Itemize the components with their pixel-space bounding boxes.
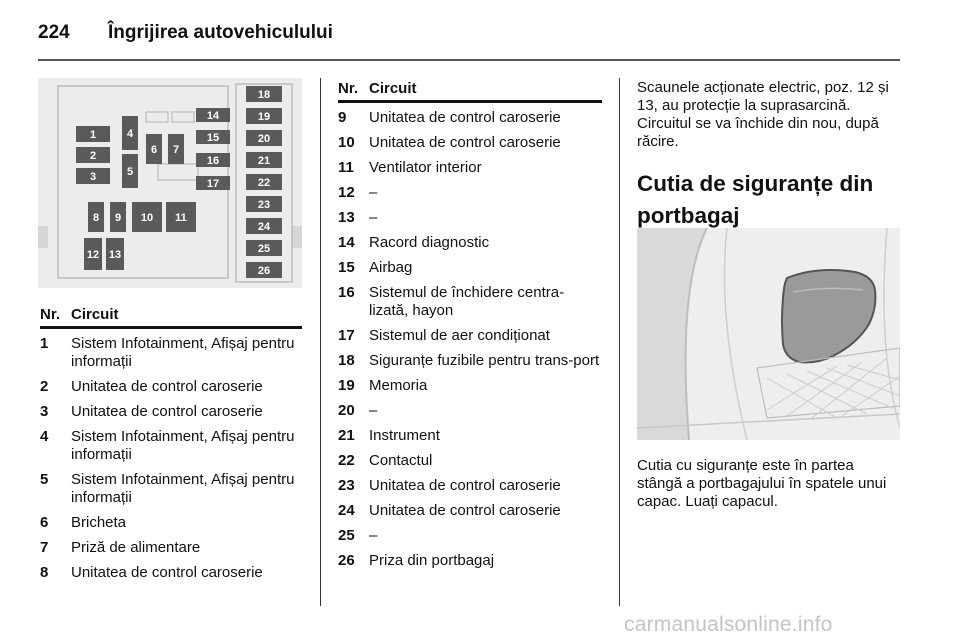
row-text: – <box>369 402 378 419</box>
header-circuit: Circuit <box>71 306 119 323</box>
table-row <box>338 477 602 495</box>
trunk-fuse-box-illustration <box>637 228 900 440</box>
row-nr: 12 <box>338 184 355 201</box>
row-text: Priză de alimentare <box>71 539 201 556</box>
column-divider-1 <box>320 78 321 606</box>
table-row <box>338 234 602 252</box>
fuse-9 <box>110 202 126 232</box>
row-nr: 4 <box>40 428 49 445</box>
table-row <box>338 427 602 445</box>
fuse-label: 11 <box>175 212 187 224</box>
fuse-box-diagram <box>38 78 302 288</box>
fuse-label: 24 <box>257 221 271 233</box>
table-row <box>338 327 602 345</box>
row-text: Sistem Infotainment, Afișaj pentru informații <box>71 335 295 370</box>
fuse-20 <box>246 130 282 146</box>
fuse-26 <box>246 262 282 278</box>
table-row <box>338 159 602 177</box>
page-title: Îngrijirea autovehiculului <box>108 22 333 43</box>
row-nr: 1 <box>40 335 49 352</box>
mount-tab-left <box>38 226 48 248</box>
body-paragraph: Cutia cu siguranțe este în partea stângă a portbagajului în spatele unui capac. Luați capacul. <box>637 457 887 510</box>
table-row <box>40 539 302 557</box>
row-text: Priza din portbagaj <box>369 552 495 569</box>
fuse-25 <box>246 240 282 256</box>
row-text: Unitatea de control caroserie <box>71 564 263 581</box>
fuse-22 <box>246 174 282 190</box>
fuse-label: 12 <box>86 249 100 261</box>
fuse-8 <box>88 202 104 232</box>
row-nr: 16 <box>338 284 355 301</box>
fuse-label: 21 <box>257 155 271 167</box>
fuse-19 <box>246 108 282 124</box>
fuse-label: 17 <box>206 178 220 190</box>
row-nr: 20 <box>338 402 355 419</box>
fuse-label: 10 <box>140 212 154 224</box>
fuse-11 <box>166 202 196 232</box>
row-nr: 8 <box>40 564 49 581</box>
row-text: Sistemul de aer condiționat <box>369 327 550 344</box>
intro-paragraph: Scaunele acționate electric, poz. 12 și 13, au protecție la suprasarcină. Circuitul se va închide din nou, după răcire. <box>637 79 889 150</box>
fuse-label: 15 <box>206 132 220 144</box>
row-nr: 15 <box>338 259 355 276</box>
table-row <box>338 284 602 320</box>
header-circuit: Circuit <box>369 80 417 97</box>
row-nr: 2 <box>40 378 49 395</box>
row-nr: 13 <box>338 209 355 226</box>
fuse-label: 23 <box>257 199 271 211</box>
fuse-label: 7 <box>172 144 180 156</box>
header-rule <box>38 59 900 61</box>
fuse-label: 2 <box>89 150 97 162</box>
fuse-1 <box>76 126 110 142</box>
table-header <box>40 306 302 329</box>
row-nr: 24 <box>338 502 355 519</box>
fuse-2 <box>76 147 110 163</box>
fuse-table-right <box>338 80 602 577</box>
fuse-label: 26 <box>257 265 271 277</box>
table-row <box>40 514 302 532</box>
watermark: carmanualsonline.info <box>624 613 833 636</box>
fuse-label: 25 <box>257 243 271 255</box>
table-header <box>338 80 602 103</box>
fuse-15 <box>196 130 230 144</box>
table-row <box>338 552 602 570</box>
row-nr: 7 <box>40 539 49 556</box>
row-text: Airbag <box>369 259 413 276</box>
row-text: Unitatea de control caroserie <box>369 502 561 519</box>
fuse-label: 6 <box>150 144 158 156</box>
table-row <box>338 377 602 395</box>
row-text: Ventilator interior <box>369 159 482 176</box>
fuse-label: 3 <box>89 171 97 183</box>
fuse-label: 19 <box>257 111 271 123</box>
fuse-label: 4 <box>126 128 134 140</box>
page-header <box>38 22 333 44</box>
row-text: Unitatea de control caroserie <box>71 403 263 420</box>
table-row <box>40 403 302 421</box>
row-text: Sistem Infotainment, Afișaj pentru informații <box>71 428 295 463</box>
fuse-7 <box>168 134 184 164</box>
fuse-label: 16 <box>206 155 220 167</box>
table-row <box>338 527 602 545</box>
row-text: Unitatea de control caroserie <box>71 378 263 395</box>
table-row <box>40 564 302 582</box>
fuse-21 <box>246 152 282 168</box>
row-nr: 6 <box>40 514 49 531</box>
fuse-label: 9 <box>114 212 122 224</box>
fuse-label: 18 <box>257 89 271 101</box>
row-nr: 3 <box>40 403 49 420</box>
fuse-10 <box>132 202 162 232</box>
row-text: – <box>369 184 378 201</box>
mount-tab-right <box>292 226 302 248</box>
page-number: 224 <box>38 22 70 43</box>
row-text: – <box>369 527 378 544</box>
row-nr: 25 <box>338 527 355 544</box>
row-nr: 14 <box>338 234 355 251</box>
fuse-label: 5 <box>126 166 134 178</box>
row-text: Unitatea de control caroserie <box>369 109 561 126</box>
table-row <box>338 402 602 420</box>
row-nr: 18 <box>338 352 355 369</box>
fuse-5 <box>122 154 138 188</box>
row-nr: 23 <box>338 477 355 494</box>
fuse-13 <box>106 238 124 270</box>
fuse-label: 20 <box>257 133 271 145</box>
row-nr: 11 <box>338 159 354 176</box>
fuse-16 <box>196 153 230 167</box>
fuse-label: 22 <box>257 177 271 189</box>
row-text: Sistemul de închidere centra-lizată, hayon <box>369 284 565 319</box>
table-row <box>338 352 602 370</box>
fuse-18 <box>246 86 282 102</box>
header-nr: Nr. <box>338 80 359 97</box>
fuse-12 <box>84 238 102 270</box>
row-text: Contactul <box>369 452 433 469</box>
table-row <box>40 378 302 396</box>
fuse-label: 14 <box>206 110 220 122</box>
row-text: Siguranțe fuzibile pentru trans-port <box>369 352 600 369</box>
fuse-4 <box>122 116 138 150</box>
table-row <box>338 452 602 470</box>
header-nr: Nr. <box>40 306 61 323</box>
table-row <box>40 471 302 507</box>
table-row <box>338 502 602 520</box>
table-row <box>338 109 602 127</box>
row-nr: 21 <box>338 427 355 444</box>
fuse-3 <box>76 168 110 184</box>
row-text: Instrument <box>369 427 440 444</box>
fuse-24 <box>246 218 282 234</box>
fuse-14 <box>196 108 230 122</box>
table-row <box>338 134 602 152</box>
section-heading: Cutia de siguranțe din portbagaj <box>637 171 874 228</box>
row-text: Racord diagnostic <box>369 234 490 251</box>
row-text: Bricheta <box>71 514 127 531</box>
table-row <box>40 335 302 371</box>
column-divider-2 <box>619 78 620 606</box>
table-row <box>40 428 302 464</box>
row-nr: 19 <box>338 377 355 394</box>
fuse-6 <box>146 134 162 164</box>
fuse-label: 13 <box>108 249 122 261</box>
row-text: Unitatea de control caroserie <box>369 477 561 494</box>
table-row <box>338 184 602 202</box>
row-text: Memoria <box>369 377 428 394</box>
fuse-label: 1 <box>89 129 97 141</box>
table-row <box>338 259 602 277</box>
row-nr: 17 <box>338 327 355 344</box>
row-nr: 26 <box>338 552 355 569</box>
row-nr: 9 <box>338 109 347 126</box>
row-nr: 22 <box>338 452 355 469</box>
row-text: – <box>369 209 378 226</box>
row-nr: 5 <box>40 471 49 488</box>
row-text: Unitatea de control caroserie <box>369 134 561 151</box>
row-nr: 10 <box>338 134 355 151</box>
fuse-label: 8 <box>92 212 100 224</box>
table-row <box>338 209 602 227</box>
fuse-23 <box>246 196 282 212</box>
row-text: Sistem Infotainment, Afișaj pentru informații <box>71 471 295 506</box>
fuse-table-left <box>40 306 302 589</box>
fuse-17 <box>196 176 230 190</box>
